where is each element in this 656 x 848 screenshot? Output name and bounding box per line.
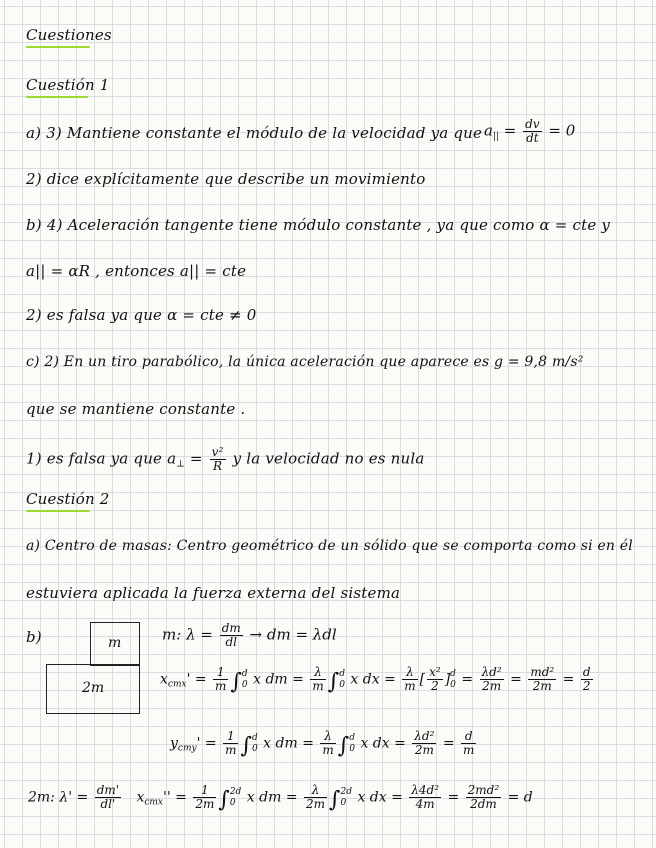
two-m-equation: 2m: λ' = $\frac{dm'}{dl'}$ $x_{cmx}''$ = $\frac{1}{2m}$ ∫ 2d 0 x dm = $\frac{\lambda}{2m}$ ∫ 2d 0 x dx = $\frac{\text{λ4d²}}{4m}$ = $\frac{\text{2md²}}{2dm}$ = d — [28, 783, 533, 813]
q2-a-cont: estuviera aplicada la fuerza externa del sistema — [26, 584, 401, 602]
q1-b-cont: a|| = αR , entonces a|| = cte — [26, 262, 247, 280]
q1-b2-text: 2) es falsa ya que α = cte ≠ 0 — [26, 306, 257, 324]
q1-a-formula: $a_{||}$ = $\frac{dv}{dt}$ = 0 — [484, 117, 576, 145]
q1-a-text: a) 3) Mantiene constante el módulo de la velocidad ya que — [26, 124, 483, 142]
title-underline — [26, 46, 90, 48]
box-big-label: 2m — [82, 680, 105, 696]
xcm-equation: $x_{cmx}'$ = $\frac{1}{m}$ ∫ d 0 x dm = $\frac{\lambda}{m}$ ∫ d 0 x dx = $\frac{\lambda}{m}$ [ $\frac{\text{x²}}{2}$ ] d 0 = $\frac{\text{λd²}}{2m}$ = $\frac{\text{md²}}{2m}$ = $\frac{d}{2}$ — [160, 665, 591, 695]
q1-c-text: c) 2) En un tiro parabólico, la única aceleración que aparece es g = 9,8 m/s² — [26, 354, 584, 370]
q2-b-label: b) — [26, 628, 42, 646]
lambda-definition: m: λ = $\frac{dm}{dl}$ → dm = λdl — [162, 621, 337, 649]
q1-c-cont: que se mantiene constante . — [26, 400, 246, 418]
cuestion-2-underline — [26, 510, 90, 512]
cuestion-1-heading: Cuestión 1 — [26, 76, 110, 94]
cuestion-2-heading: Cuestión 2 — [26, 490, 110, 508]
q1-a2-text: 2) dice explícitamente que describe un movimiento — [26, 170, 426, 188]
q1-b-text: b) 4) Aceleración tangente tiene módulo constante , ya que como α = cte y — [26, 216, 611, 234]
page-title: Cuestiones — [26, 26, 112, 44]
box-small-label: m — [108, 635, 122, 651]
q2-a-text: a) Centro de masas: Centro geométrico de un sólido que se comporta como si en él — [26, 538, 633, 554]
ycm-equation: $y_{cmy}'$ = $\frac{1}{m}$ ∫ d 0 x dm = $\frac{\lambda}{m}$ ∫ d 0 x dx = $\frac{\text{λd²}}{2m}$ = $\frac{d}{m}$ — [170, 729, 475, 759]
cuestion-1-underline — [26, 96, 88, 98]
q1-c1-text: 1) es falsa ya que $a_\perp$ = $\frac{\text{v²}}{R}$ y la velocidad no es nula — [26, 445, 425, 473]
